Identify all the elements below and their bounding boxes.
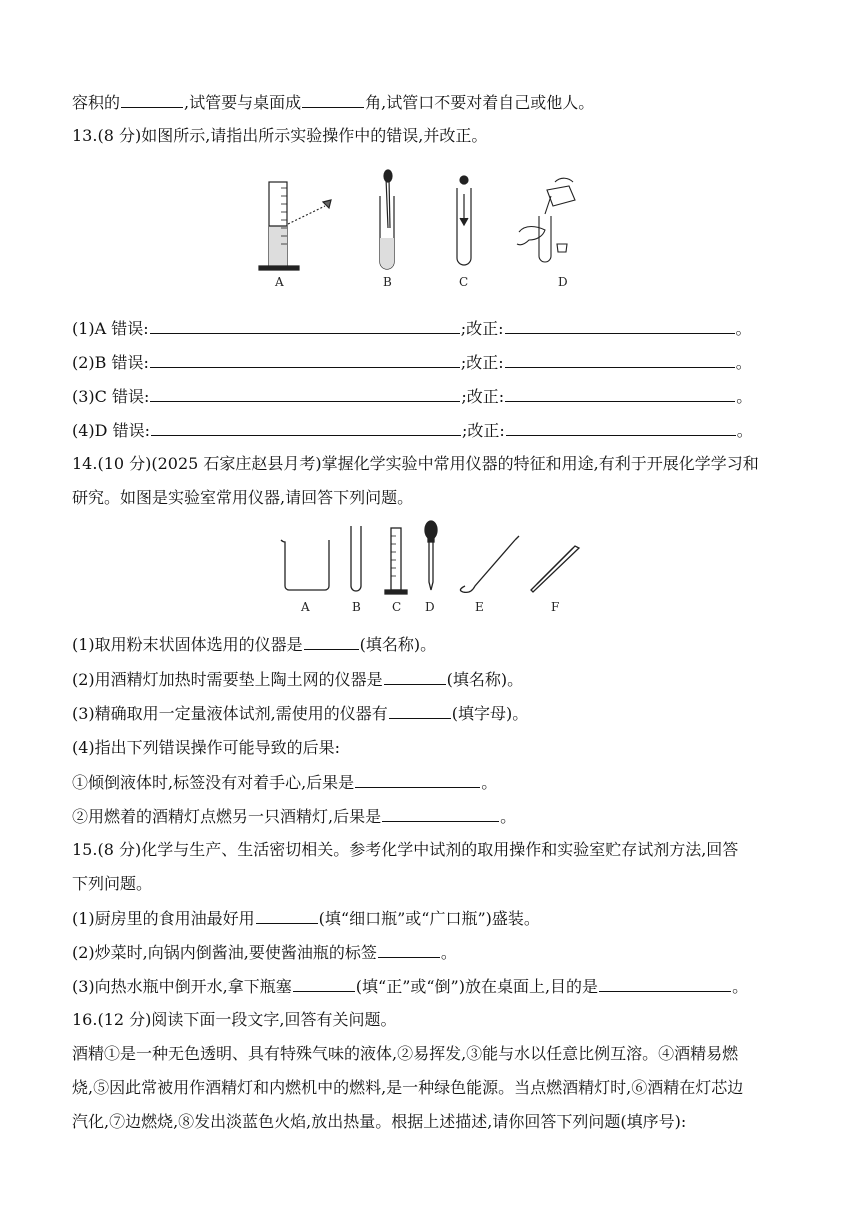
- error-blank[interactable]: [150, 317, 460, 334]
- question-text: (1)取用粉末状固体选用的仪器是: [72, 635, 303, 654]
- medicine-spoon-figure: [460, 536, 519, 592]
- error-blank[interactable]: [150, 385, 460, 402]
- q13-item-2: [72, 351, 752, 374]
- question-text: (2)炒菜时,向锅内倒酱油,要使酱油瓶的标签: [72, 943, 377, 962]
- q14-title-2: 研究。如图是实验室常用仪器,请回答下列问题。: [72, 488, 414, 507]
- fig-label-d: D: [425, 600, 435, 614]
- question-hint: (填“正”或“倒”)放在桌面上,目的是: [355, 977, 599, 996]
- q14-figure: [275, 520, 595, 616]
- intro-line: [72, 91, 594, 114]
- fix-label: ;改正:: [460, 353, 504, 372]
- q13-title: 13.(8 分)如图所示,请指出所示实验操作中的错误,并改正。: [72, 126, 488, 145]
- question-hint: (填“细口瓶”或“广口瓶”)盛装。: [318, 909, 540, 928]
- q15-q3: [72, 975, 748, 998]
- q14-q4a: [72, 771, 497, 794]
- q14-q3: [72, 702, 528, 725]
- fig-label-a: A: [275, 275, 284, 289]
- intro-text-b: ,试管要与桌面成: [184, 93, 302, 112]
- q15-title-1: 15.(8 分)化学与生产、生活密切相关。参考化学中试剂的取用操作和实验室贮存试剂方法,回答: [72, 840, 739, 859]
- fix-blank[interactable]: [505, 351, 735, 368]
- intro-text-a: 容积的: [72, 93, 121, 112]
- pouring-liquid-figure: [517, 178, 575, 262]
- graduated-cylinder-figure: [259, 182, 331, 270]
- end-mark: 。: [481, 773, 498, 792]
- q14-q4: (4)指出下列错误操作可能导致的后果:: [72, 738, 341, 757]
- fig-label-c: C: [392, 600, 402, 614]
- answer-blank[interactable]: [382, 805, 499, 822]
- error-blank[interactable]: [150, 351, 460, 368]
- q16-paragraph-line-2: 烧,⑤因此常被用作酒精灯和内燃机中的燃料,是一种绿色能源。当点燃酒精灯时,⑥酒精在灯芯边: [72, 1078, 744, 1097]
- dropper-figure: [425, 521, 437, 590]
- question-text: (3)精确取用一定量液体试剂,需使用的仪器有: [72, 704, 388, 723]
- fig-label-a: A: [301, 600, 310, 614]
- question-hint: (填字母)。: [451, 704, 529, 723]
- fig-label-c: C: [459, 275, 469, 289]
- dropper-in-tube-figure: [380, 170, 394, 269]
- beaker-figure: [281, 540, 329, 590]
- answer-blank[interactable]: [304, 633, 359, 650]
- tube-with-granule-figure: [457, 176, 471, 265]
- fig-label-b: B: [383, 275, 392, 289]
- q16-title: 16.(12 分)阅读下面一段文字,回答有关问题。: [72, 1010, 397, 1029]
- answer-blank[interactable]: [256, 907, 318, 924]
- answer-blank[interactable]: [302, 91, 364, 108]
- end-mark: 。: [735, 353, 752, 372]
- fig-label-d: D: [558, 275, 568, 289]
- question-text: (1)厨房里的食用油最好用: [72, 909, 255, 928]
- answer-blank[interactable]: [121, 91, 183, 108]
- question-text: ①倾倒液体时,标签没有对着手心,后果是: [72, 773, 355, 792]
- answer-blank[interactable]: [378, 941, 440, 958]
- q14-q1: [72, 633, 436, 656]
- q13-item-4: [72, 419, 753, 442]
- answer-blank[interactable]: [599, 975, 731, 992]
- answer-blank[interactable]: [355, 771, 480, 788]
- q15-title-2: 下列问题。: [72, 874, 153, 893]
- test-tube-figure: [351, 526, 361, 591]
- end-mark: 。: [500, 807, 517, 826]
- question-text: (2)用酒精灯加热时需要垫上陶土网的仪器是: [72, 670, 383, 689]
- end-mark: 。: [736, 421, 753, 440]
- answer-blank[interactable]: [384, 668, 446, 685]
- graduated-cylinder-figure: [385, 528, 407, 594]
- question-hint: (填名称)。: [446, 670, 524, 689]
- q13-item-1: [72, 317, 752, 340]
- question-text: ②用燃着的酒精灯点燃另一只酒精灯,后果是: [72, 807, 382, 826]
- end-mark: 。: [732, 977, 749, 996]
- fig-label-b: B: [352, 600, 361, 614]
- q14-q4b: [72, 805, 516, 828]
- q13-figure: [255, 168, 605, 292]
- tweezers-figure: [531, 546, 579, 592]
- fix-blank[interactable]: [506, 419, 736, 436]
- end-mark: 。: [735, 319, 752, 338]
- q16-paragraph-line-3: 汽化,⑦边燃烧,⑧发出淡蓝色火焰,放出热量。根据上述描述,请你回答下列问题(填序号):: [72, 1112, 687, 1131]
- q15-q1: [72, 907, 540, 930]
- fix-blank[interactable]: [505, 385, 735, 402]
- q14-title-1: 14.(10 分)(2025 石家庄赵县月考)掌握化学实验中常用仪器的特征和用途,有利于开展化学学习和: [72, 454, 759, 473]
- end-mark: 。: [440, 943, 457, 962]
- question-hint: (填名称)。: [359, 635, 437, 654]
- answer-blank[interactable]: [389, 702, 451, 719]
- question-text: (3)向热水瓶中倒开水,拿下瓶塞: [72, 977, 292, 996]
- error-label: (2)B 错误:: [72, 353, 149, 372]
- error-label: (4)D 错误:: [72, 421, 150, 440]
- q16-paragraph-line-1: 酒精①是一种无色透明、具有特殊气味的液体,②易挥发,③能与水以任意比例互溶。④酒精易燃: [72, 1044, 739, 1063]
- error-blank[interactable]: [151, 419, 461, 436]
- end-mark: 。: [736, 387, 753, 406]
- q14-q2: [72, 668, 523, 691]
- answer-blank[interactable]: [293, 975, 355, 992]
- fix-label: ;改正:: [461, 387, 505, 406]
- intro-text-c: 角,试管口不要对着自己或他人。: [365, 93, 595, 112]
- fig-label-f: F: [551, 600, 560, 614]
- q15-q2: [72, 941, 457, 964]
- fix-label: ;改正:: [460, 319, 504, 338]
- q13-item-3: [72, 385, 752, 408]
- error-label: (1)A 错误:: [72, 319, 149, 338]
- fix-label: ;改正:: [461, 421, 505, 440]
- error-label: (3)C 错误:: [72, 387, 150, 406]
- fix-blank[interactable]: [505, 317, 735, 334]
- fig-label-e: E: [475, 600, 484, 614]
